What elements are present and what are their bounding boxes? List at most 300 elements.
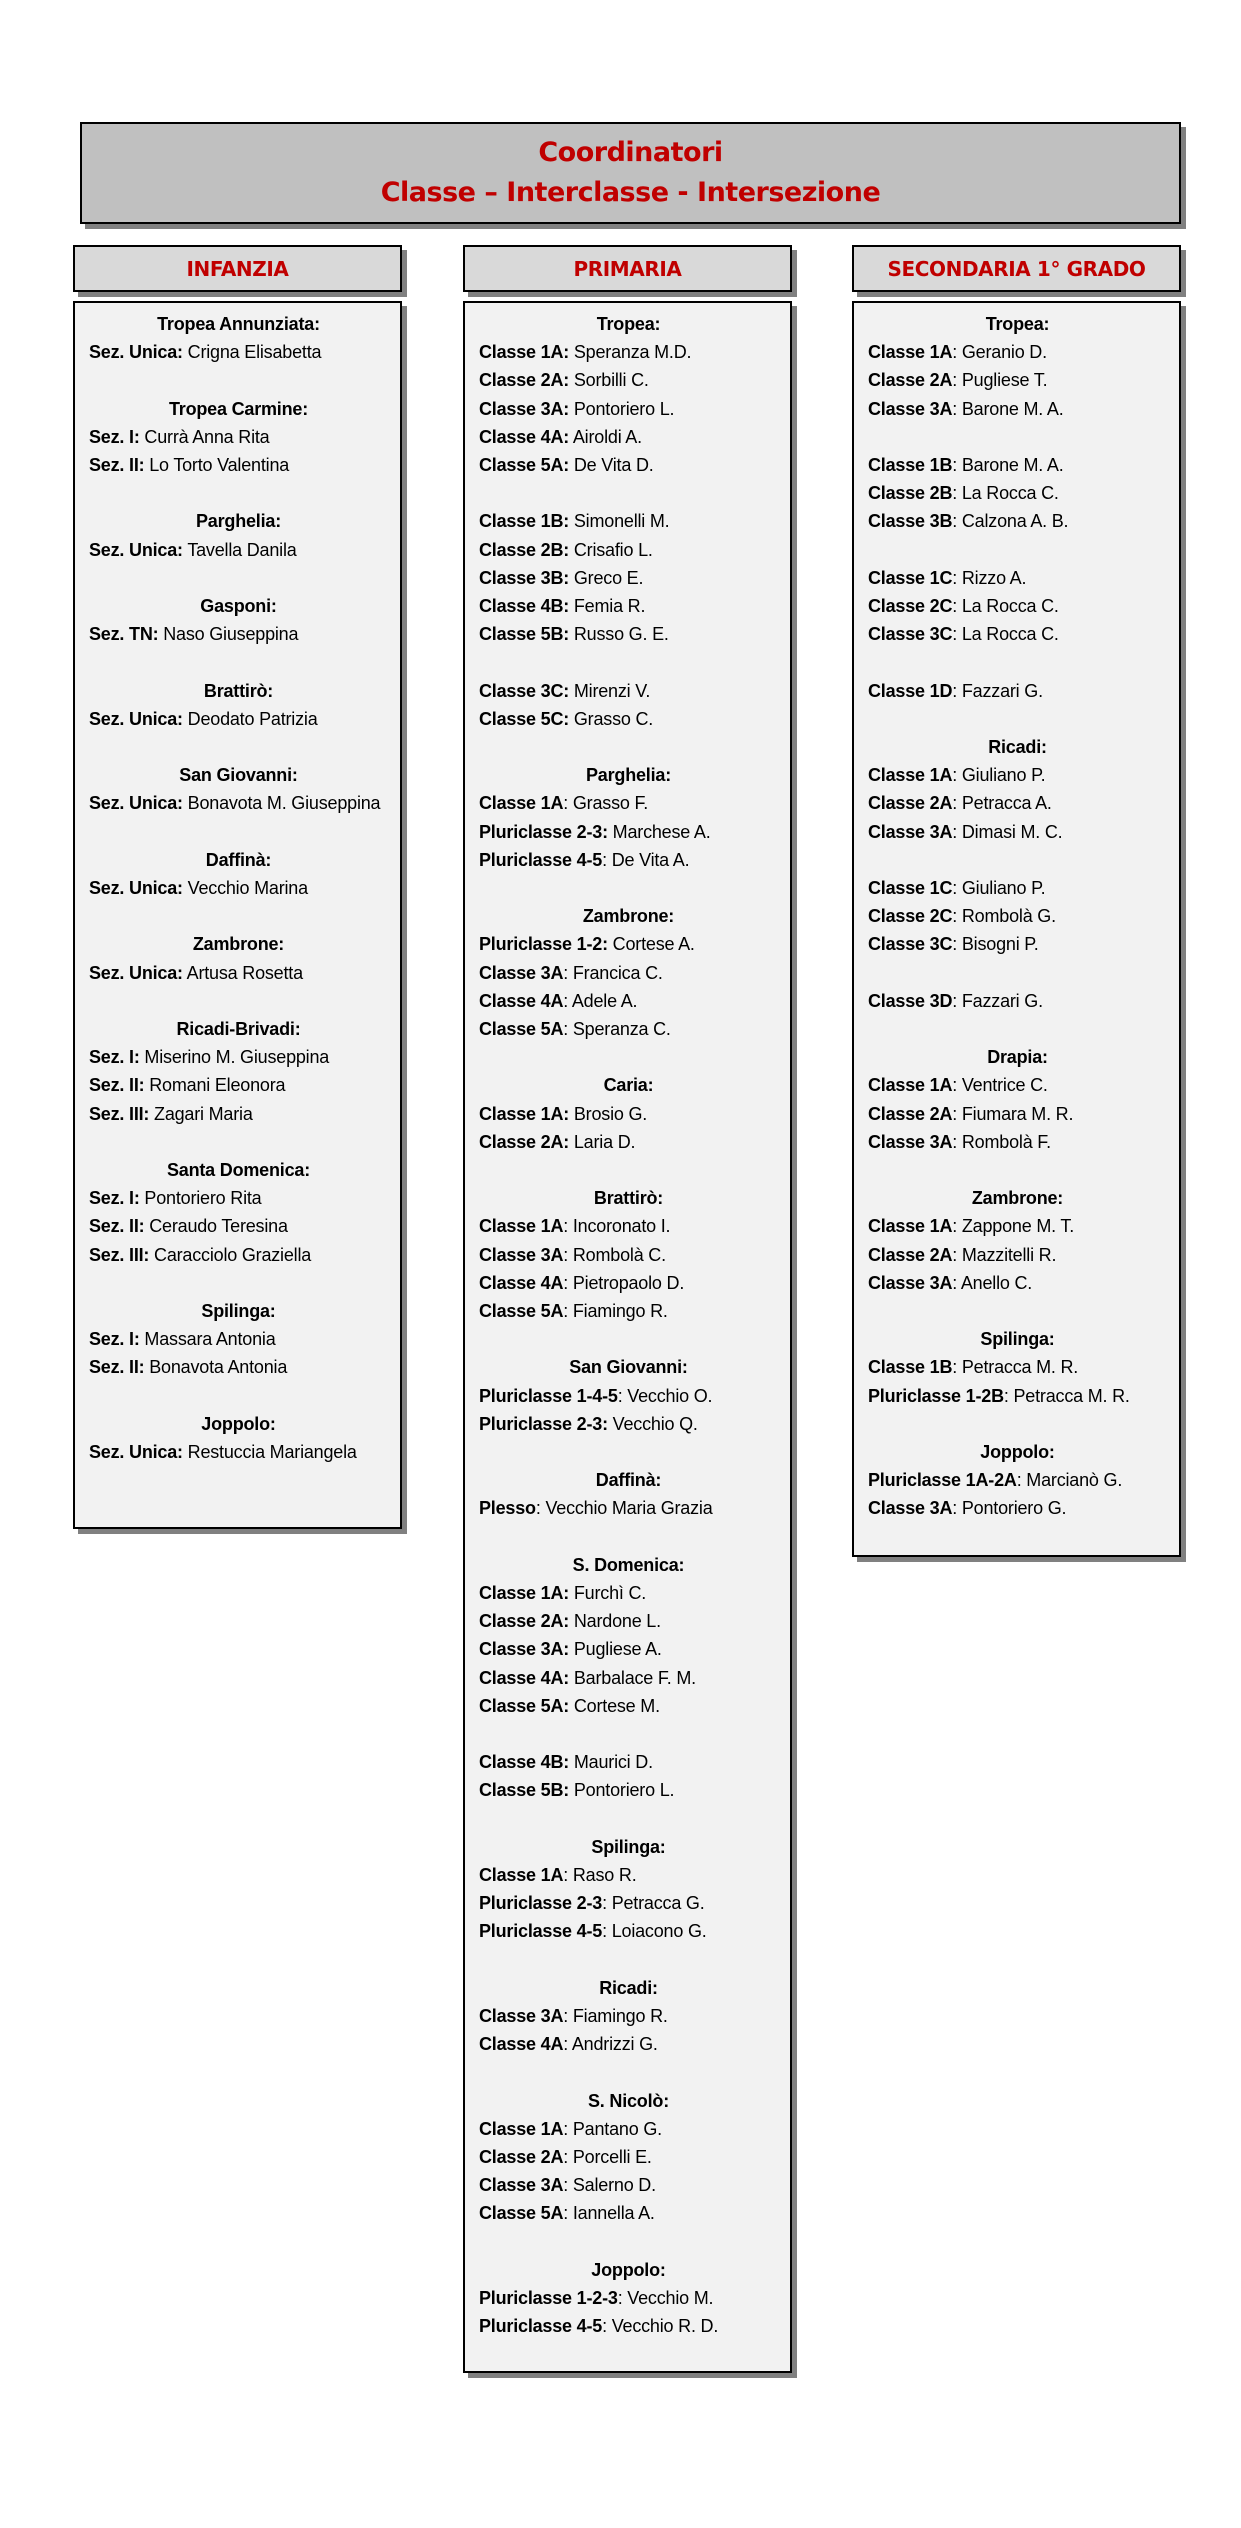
class-label: Pluriclasse 1-2-3: [479, 2288, 618, 2308]
coordinator-name: : Porcelli E.: [563, 2147, 652, 2167]
class-label: Classe 2A: [868, 370, 953, 391]
class-label: Classe 3C:: [479, 680, 570, 701]
class-label: Classe 1A: [479, 2118, 564, 2139]
class-block: [868, 761, 1167, 846]
class-label: Classe 5A:: [479, 1695, 570, 1716]
coordinator-name: Bonavota Antonia: [144, 1357, 288, 1378]
class-block: [89, 1438, 388, 1466]
coordinator-name: : Rombolà C.: [563, 1244, 666, 1265]
location-group: [479, 1466, 778, 1522]
coordinator-entry: [479, 395, 778, 423]
coordinator-entry: [868, 395, 1167, 423]
coordinator-entry: [868, 507, 1167, 535]
location-group: [89, 761, 388, 817]
coordinator-name: Crisafio L.: [569, 539, 653, 560]
coordinator-name: Simonelli M.: [569, 511, 670, 532]
location-heading: Gasponi:: [200, 595, 277, 616]
class-block: [89, 423, 388, 479]
class-block: [479, 789, 778, 874]
class-label: Sez. I:: [89, 1047, 140, 1068]
class-label: Classe 1A:: [479, 342, 570, 363]
class-block: [89, 874, 388, 902]
coordinator-name: : Salerno D.: [563, 2175, 656, 2196]
coordinator-entry: [479, 1382, 778, 1410]
location-group: [479, 1833, 778, 1946]
coordinator-entry: [479, 1015, 778, 1043]
coordinator-entry: [479, 846, 778, 874]
class-label: Classe 3A: [868, 1131, 953, 1152]
location-heading: Tropea:: [985, 314, 1050, 334]
class-label: Classe 3A:: [479, 1639, 570, 1660]
coordinator-entry: [479, 1241, 778, 1269]
coordinator-name: : La Rocca C.: [952, 596, 1059, 616]
coordinator-entry: [89, 1212, 388, 1240]
class-block: [868, 1353, 1167, 1409]
class-block: [479, 1212, 778, 1325]
coordinator-name: Speranza M.D.: [569, 342, 692, 363]
location-heading: Zambrone:: [582, 906, 675, 927]
location-heading: Spilinga:: [591, 1836, 666, 1857]
class-label: Sez. Unica:: [89, 793, 183, 814]
coordinator-name: Sorbilli C.: [569, 370, 649, 391]
coordinator-name: : Fiamingo R.: [563, 2006, 668, 2026]
coordinator-name: Massara Antonia: [139, 1329, 276, 1350]
class-label: Sez. Unica:: [89, 962, 183, 983]
column-header-infanzia: INFANZIA: [73, 245, 402, 292]
class-label: Pluriclasse 2-3: [479, 1893, 603, 1914]
coordinator-entry: [479, 2115, 778, 2143]
class-label: Classe 1D: [868, 680, 953, 701]
coordinator-entry: [868, 1071, 1167, 1099]
coordinator-entry: [479, 1692, 778, 1720]
coordinator-name: Restuccia Mariangela: [182, 1441, 357, 1462]
class-label: Pluriclasse 4-5: [479, 849, 603, 870]
coordinator-entry: [868, 479, 1167, 507]
class-label: Classe 4B:: [479, 596, 570, 617]
coordinator-entry: [479, 2030, 778, 2058]
coordinator-entry: [89, 1184, 388, 1212]
class-label: Classe 4B:: [479, 1752, 570, 1773]
coordinator-name: : Vecchio O.: [617, 1385, 713, 1406]
coordinator-name: : Pugliese T.: [952, 370, 1048, 391]
location-heading: Brattirò:: [593, 1188, 664, 1209]
coordinator-name: : Petracca M. R.: [952, 1357, 1079, 1378]
coordinator-name: : Fazzari G.: [952, 990, 1043, 1011]
class-block: [479, 2284, 778, 2340]
coordinator-name: : Zappone M. T.: [952, 1216, 1075, 1237]
class-block: [868, 874, 1167, 959]
location-heading: San Giovanni:: [569, 1357, 688, 1378]
class-label: Classe 1A:: [479, 1103, 570, 1124]
coordinator-name: Marchese A.: [607, 821, 711, 842]
location-heading: Tropea:: [596, 314, 661, 334]
class-label: Classe 4A: [479, 2034, 564, 2055]
class-label: Classe 5A: [479, 2203, 564, 2224]
class-label: Pluriclasse 1-4-5: [479, 1385, 618, 1406]
location-group: [479, 761, 778, 874]
location-heading: S. Domenica:: [572, 1554, 685, 1575]
coordinator-name: Cortese M.: [569, 1695, 660, 1716]
coordinator-entry: [479, 1664, 778, 1692]
location-heading: Ricadi-Brivadi:: [176, 1018, 301, 1039]
class-block: [868, 1466, 1167, 1522]
class-label: Sez. Unica:: [89, 708, 183, 729]
location-heading: Tropea Carmine:: [168, 398, 309, 419]
location-heading: Drapia:: [987, 1047, 1048, 1068]
class-label: Classe 3C: [868, 624, 953, 645]
column-header-primaria: PRIMARIA: [463, 245, 792, 292]
location-group: [479, 1184, 778, 1325]
location-group: [479, 902, 778, 1043]
coordinator-entry: [479, 1861, 778, 1889]
class-label: Classe 2A: [479, 2147, 564, 2167]
class-label: Classe 5B:: [479, 624, 570, 645]
coordinator-name: Vecchio Q.: [607, 1413, 698, 1434]
coordinator-name: Tavella Danila: [182, 539, 297, 560]
location-group: [479, 2087, 778, 2228]
title-line-1: Coordinatori: [538, 137, 723, 168]
location-group: [89, 1015, 388, 1128]
coordinator-entry: [479, 677, 778, 705]
class-label: Classe 3A: [479, 2006, 564, 2026]
coordinator-name: : Grasso F.: [563, 793, 649, 814]
class-label: Sez. II:: [89, 1216, 145, 1237]
coordinator-name: Grasso C.: [569, 708, 654, 729]
class-label: Classe 3A: [479, 1244, 564, 1265]
class-label: Classe 5A:: [479, 455, 570, 476]
class-label: Classe 1B: [868, 1357, 953, 1378]
coordinator-entry: [479, 818, 778, 846]
coordinator-name: Mirenzi V.: [569, 680, 651, 701]
location-heading: Brattirò:: [203, 680, 274, 701]
coordinator-entry: [868, 818, 1167, 846]
location-heading: Spilinga:: [201, 1300, 276, 1321]
location-heading: Spilinga:: [980, 1329, 1055, 1350]
coordinator-entry: [479, 1607, 778, 1635]
coordinator-entry: [868, 677, 1167, 705]
coordinator-entry: [868, 987, 1167, 1015]
location-group: [479, 1071, 778, 1156]
coordinator-name: Deodato Patrizia: [182, 708, 318, 729]
location-group: [479, 2256, 778, 2341]
location-group: [479, 1974, 778, 2059]
class-block: [89, 620, 388, 648]
class-label: Classe 4A: [479, 990, 564, 1011]
coordinator-entry: [89, 1241, 388, 1269]
class-label: Sez. I:: [89, 426, 140, 447]
coordinator-name: : Petracca A.: [952, 793, 1052, 814]
class-label: Sez. II:: [89, 1357, 145, 1378]
coordinator-entry: [479, 2002, 778, 2030]
coordinator-entry: [89, 1043, 388, 1071]
class-block: [89, 1325, 388, 1381]
class-label: Classe 4A:: [479, 1667, 570, 1688]
class-label: Classe 2A:: [479, 1611, 570, 1632]
class-block: [479, 338, 778, 479]
coordinator-entry: [479, 592, 778, 620]
class-label: Sez. III:: [89, 1244, 150, 1265]
class-label: Classe 1A:: [479, 1583, 570, 1603]
class-label: Sez. II:: [89, 455, 145, 475]
coordinator-entry: [479, 1269, 778, 1297]
location-group: [868, 1184, 1167, 1297]
class-label: Classe 2B: [868, 483, 953, 504]
class-label: Pluriclasse 1-2:: [479, 934, 608, 955]
class-label: Sez. Unica:: [89, 877, 183, 898]
coordinator-entry: [479, 1579, 778, 1607]
coordinator-entry: [868, 338, 1167, 366]
location-group: [868, 1438, 1167, 1523]
title-banner: [80, 122, 1181, 224]
location-heading: Zambrone:: [192, 934, 285, 955]
class-label: Classe 3C: [868, 934, 953, 955]
coordinator-name: : Rombolà G.: [952, 906, 1056, 927]
location-group: [479, 1353, 778, 1438]
class-block: [89, 338, 388, 366]
class-label: Classe 3B: [868, 511, 953, 532]
location-group: [868, 1325, 1167, 1410]
class-block: [479, 1382, 778, 1438]
class-block: [89, 1184, 388, 1269]
location-heading: Santa Domenica:: [166, 1159, 311, 1180]
coordinator-entry: [89, 338, 388, 366]
coordinator-entry: [89, 705, 388, 733]
coordinator-entry: [868, 592, 1167, 620]
coordinator-entry: [868, 789, 1167, 817]
coordinator-entry: [868, 874, 1167, 902]
class-label: Classe 5A: [479, 1019, 564, 1040]
location-heading: Parghelia:: [195, 511, 282, 532]
coordinator-name: : Iannella A.: [563, 2203, 655, 2224]
coordinator-name: Cortese A.: [607, 934, 695, 955]
class-block: [479, 507, 778, 648]
coordinator-name: De Vita D.: [569, 455, 654, 476]
coordinator-name: Zagari Maria: [149, 1103, 253, 1124]
class-block: [89, 705, 388, 733]
class-label: Classe 1A: [868, 765, 953, 786]
coordinator-name: : Pantano G.: [563, 2118, 662, 2139]
coordinator-name: Laria D.: [569, 1131, 636, 1152]
coordinator-name: Nardone L.: [569, 1611, 661, 1632]
coordinator-entry: [89, 1100, 388, 1128]
coordinator-entry: [868, 1353, 1167, 1381]
coordinator-name: : Speranza C.: [563, 1019, 671, 1040]
coordinator-entry: [479, 338, 778, 366]
coordinator-entry: [479, 705, 778, 733]
class-label: Classe 5A: [479, 1301, 564, 1322]
class-label: Pluriclasse 2-3:: [479, 821, 608, 842]
class-label: Classe 2A: [868, 793, 953, 814]
coordinator-entry: [479, 1100, 778, 1128]
coordinator-entry: [868, 564, 1167, 592]
coordinator-name: : Francica C.: [563, 962, 663, 983]
class-label: Classe 2A: [868, 1244, 953, 1265]
class-label: Classe 2C: [868, 906, 953, 927]
coordinator-entry: [89, 620, 388, 648]
coordinator-name: : Fazzari G.: [952, 680, 1043, 701]
coordinator-name: Airoldi A.: [569, 426, 642, 447]
coordinator-entry: [89, 874, 388, 902]
coordinator-entry: [479, 1917, 778, 1945]
coordinator-entry: [89, 423, 388, 451]
location-group: [89, 310, 388, 366]
class-label: Classe 1B:: [479, 511, 570, 532]
class-block: [89, 789, 388, 817]
coordinator-entry: [479, 507, 778, 535]
coordinator-name: Maurici D.: [569, 1752, 653, 1773]
location-heading: Ricadi:: [599, 1977, 658, 1998]
coordinator-name: Pugliese A.: [569, 1639, 662, 1660]
coordinator-name: : De Vita A.: [602, 849, 690, 870]
class-label: Classe 2A: [868, 1103, 953, 1124]
class-block: [868, 451, 1167, 536]
coordinator-entry: [479, 2199, 778, 2227]
location-group: [868, 310, 1167, 705]
coordinator-entry: [868, 902, 1167, 930]
coordinator-name: : Adele A.: [563, 990, 638, 1011]
class-block: [479, 1861, 778, 1946]
coordinator-name: Lo Torto Valentina: [144, 455, 290, 475]
class-label: Classe 1C: [868, 877, 953, 898]
class-label: Classe 2C: [868, 596, 953, 616]
class-label: Classe 5C:: [479, 708, 570, 729]
column-body-primaria: [463, 301, 792, 2373]
coordinator-entry: [479, 564, 778, 592]
class-label: Pluriclasse 4-5: [479, 1921, 603, 1942]
class-label: Classe 1A: [479, 793, 564, 814]
class-block: [479, 930, 778, 1043]
class-label: Sez. III:: [89, 1103, 150, 1124]
location-group: [89, 846, 388, 902]
location-group: [89, 1156, 388, 1269]
coordinator-entry: [868, 1466, 1167, 1494]
coordinator-name: Brosio G.: [569, 1103, 648, 1124]
coordinator-name: : Pietropaolo D.: [563, 1272, 685, 1293]
coordinator-name: : Incoronato I.: [563, 1216, 671, 1237]
coordinator-name: : Rizzo A.: [952, 567, 1027, 588]
class-label: Classe 4A: [479, 1272, 564, 1293]
class-label: Sez. I:: [89, 1188, 140, 1209]
location-heading: Joppolo:: [980, 1441, 1055, 1462]
location-group: [89, 677, 388, 733]
coordinator-entry: [868, 761, 1167, 789]
class-block: [868, 1212, 1167, 1297]
location-group: [868, 1043, 1167, 1156]
location-heading: Daffinà:: [595, 1470, 662, 1491]
class-label: Sez. I:: [89, 1329, 140, 1350]
coordinator-entry: [479, 536, 778, 564]
coordinator-entry: [479, 366, 778, 394]
class-block: [868, 987, 1167, 1015]
class-block: [868, 1071, 1167, 1156]
coordinator-entry: [89, 536, 388, 564]
class-label: Classe 3A: [868, 821, 953, 842]
class-label: Classe 2B:: [479, 539, 570, 560]
location-heading: Tropea Annunziata:: [157, 314, 320, 334]
coordinator-entry: [479, 1635, 778, 1663]
coordinator-name: Naso Giuseppina: [158, 624, 299, 645]
coordinator-name: : Mazzitelli R.: [952, 1244, 1057, 1265]
coordinator-name: : Calzona A. B.: [952, 511, 1069, 532]
class-label: Classe 1A: [868, 1075, 953, 1096]
location-group: [89, 1297, 388, 1382]
class-label: Classe 1A: [479, 1865, 564, 1885]
location-group: [89, 1410, 388, 1466]
class-label: Pluriclasse 1-2B: [868, 1385, 1004, 1406]
coordinator-entry: [868, 1494, 1167, 1522]
coordinator-entry: [89, 1071, 388, 1099]
coordinator-entry: [89, 959, 388, 987]
coordinator-entry: [89, 789, 388, 817]
coordinator-entry: [479, 1297, 778, 1325]
class-label: Classe 3A: [868, 1498, 953, 1519]
coordinator-name: Pontoriero L.: [569, 1780, 675, 1801]
location-heading: S. Nicolò:: [587, 2090, 669, 2111]
location-heading: San Giovanni:: [179, 765, 298, 786]
coordinator-entry: [89, 1438, 388, 1466]
coordinator-entry: [479, 423, 778, 451]
coordinator-entry: [479, 1410, 778, 1438]
location-group: [89, 930, 388, 986]
class-block: [479, 1100, 778, 1156]
coordinator-name: : Bisogni P.: [952, 934, 1039, 955]
class-label: Classe 3B:: [479, 567, 570, 588]
class-label: Plesso: [479, 1498, 536, 1519]
class-block: [89, 1043, 388, 1128]
coordinator-name: Caracciolo Graziella: [149, 1244, 312, 1265]
coordinator-name: Artusa Rosetta: [182, 962, 303, 983]
coordinator-entry: [89, 451, 388, 479]
class-label: Classe 3A: [868, 398, 953, 419]
coordinator-name: : Loiacono G.: [602, 1921, 707, 1942]
location-heading: Ricadi:: [988, 736, 1047, 757]
coordinator-entry: [479, 2284, 778, 2312]
location-group: [89, 507, 388, 563]
coordinator-entry: [479, 1494, 778, 1522]
coordinator-entry: [89, 1325, 388, 1353]
class-block: [479, 1579, 778, 1720]
location-heading: Zambrone:: [971, 1188, 1064, 1209]
class-label: Classe 2A:: [479, 370, 570, 391]
class-label: Classe 1A: [479, 1216, 564, 1237]
class-label: Classe 4A:: [479, 426, 570, 447]
coordinator-entry: [479, 930, 778, 958]
coordinator-name: : Rombolà F.: [952, 1131, 1051, 1152]
location-group: [89, 395, 388, 480]
location-heading: Parghelia:: [585, 765, 672, 786]
coordinator-name: : Andrizzi G.: [563, 2034, 658, 2055]
coordinator-name: : Raso R.: [563, 1865, 637, 1885]
location-heading: Caria:: [603, 1075, 654, 1096]
coordinator-entry: [868, 451, 1167, 479]
class-label: Classe 5B:: [479, 1780, 570, 1801]
coordinator-name: Pontoriero Rita: [139, 1188, 262, 1209]
coordinator-name: : Giuliano P.: [952, 765, 1046, 786]
coordinator-entry: [868, 366, 1167, 394]
class-block: [868, 677, 1167, 705]
coordinator-name: Currà Anna Rita: [139, 426, 270, 447]
coordinator-name: Crigna Elisabetta: [182, 342, 322, 363]
class-label: Classe 1A: [868, 1216, 953, 1237]
coordinator-entry: [479, 2312, 778, 2340]
coordinator-name: : Ventrice C.: [952, 1075, 1048, 1096]
coordinator-entry: [868, 1241, 1167, 1269]
class-label: Sez. Unica:: [89, 1441, 183, 1462]
coordinator-name: : Pontoriero G.: [952, 1498, 1067, 1519]
coordinator-name: : Barone M. A.: [952, 455, 1064, 475]
location-heading: Joppolo:: [201, 1413, 276, 1434]
title-line-2: Classe – Interclasse - Intersezione: [380, 177, 881, 208]
